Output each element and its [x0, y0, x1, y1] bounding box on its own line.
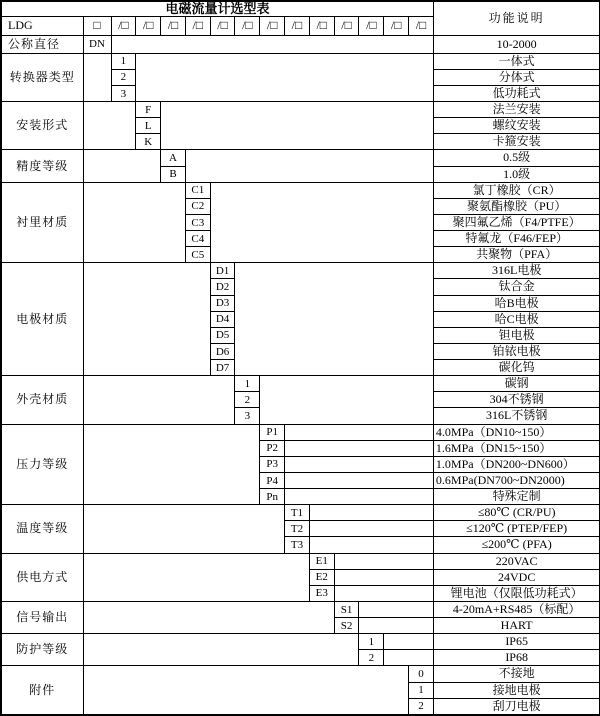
option-code: 2: [111, 69, 136, 85]
right-filler: [334, 553, 433, 569]
option-code: 3: [235, 408, 260, 424]
option-desc: 0.5级: [433, 150, 600, 166]
option-desc: 10-2000: [433, 35, 600, 53]
right-filler: [260, 376, 434, 424]
option-code: P4: [260, 472, 285, 488]
option-desc: ≤120℃ (PTEP/FEP): [433, 521, 600, 537]
option-row: [1, 505, 600, 521]
option-row: [1, 424, 600, 440]
option-desc: 接地电极: [433, 682, 600, 698]
category-code: DN: [83, 35, 111, 53]
left-filler: [83, 505, 285, 553]
option-code: T1: [285, 505, 310, 521]
option-desc: 碳化钨: [433, 360, 600, 376]
left-filler: [83, 634, 359, 666]
option-code: E3: [309, 585, 334, 601]
right-filler: [136, 53, 434, 101]
option-desc: 316L不锈钢: [433, 408, 600, 424]
category-label: 电极材质: [1, 263, 83, 376]
option-code: P1: [260, 424, 285, 440]
option-code: 1: [111, 53, 136, 69]
model-slot-box: /□: [111, 17, 136, 35]
option-desc: 刮刀电极: [433, 698, 600, 715]
right-filler: [161, 102, 434, 150]
option-code: S2: [334, 618, 359, 634]
option-desc: ≤80℃ (CR/PU): [433, 505, 600, 521]
option-desc: 4-20mA+RS485（标配）: [433, 601, 600, 617]
right-filler: [285, 489, 434, 505]
left-filler: [83, 53, 111, 101]
option-code: C4: [185, 231, 210, 247]
option-code: 2: [409, 698, 434, 715]
category-label: 温度等级: [1, 505, 83, 553]
option-desc: 1.0MPa（DN200~DN600）: [433, 456, 600, 472]
option-desc: 哈B电极: [433, 295, 600, 311]
model-slot-box: /□: [161, 17, 186, 35]
option-code: 1: [235, 376, 260, 392]
category-label: 压力等级: [1, 424, 83, 505]
option-code: C1: [185, 182, 210, 198]
option-code: A: [161, 150, 186, 166]
option-desc: 低功耗式: [433, 85, 600, 101]
right-filler: [309, 505, 433, 521]
option-desc: 螺纹安装: [433, 118, 600, 134]
right-filler: [285, 440, 434, 456]
option-row: [1, 666, 600, 682]
model-code-box: □: [83, 17, 111, 35]
left-filler: [83, 376, 235, 424]
option-code: E1: [309, 553, 334, 569]
option-desc: 不接地: [433, 666, 600, 682]
left-filler: [83, 263, 210, 376]
option-desc: 锂电池（仅限低功耗式）: [433, 585, 600, 601]
right-filler: [235, 263, 433, 376]
model-slot-box: /□: [235, 17, 260, 35]
category-label: 信号输出: [1, 601, 83, 633]
option-code: T3: [285, 537, 310, 553]
option-code: D4: [210, 311, 235, 327]
model-slot-box: /□: [136, 17, 161, 35]
option-code: E2: [309, 569, 334, 585]
option-desc: 4.0MPa（DN10~150）: [433, 424, 600, 440]
right-filler: [285, 424, 434, 440]
option-row: [1, 634, 600, 650]
option-desc: 特氟龙（F46/FEP）: [433, 231, 600, 247]
option-row: [1, 102, 600, 118]
right-filler: [384, 634, 434, 650]
model-slot-box: /□: [409, 17, 434, 35]
model-slot-box: /□: [334, 17, 359, 35]
option-code: 1: [359, 634, 384, 650]
right-filler: [359, 601, 433, 617]
left-filler: [83, 601, 334, 633]
left-filler: [83, 102, 136, 150]
option-row: [1, 182, 600, 198]
category-label: 附件: [1, 666, 83, 715]
option-row: [1, 553, 600, 569]
option-desc: 氯丁橡胶（CR）: [433, 182, 600, 198]
model-slot-box: /□: [285, 17, 310, 35]
category-label: 公称直径: [1, 35, 83, 53]
option-code: 1: [409, 682, 434, 698]
option-code: C2: [185, 198, 210, 214]
option-code: D6: [210, 343, 235, 359]
option-desc: 钽电极: [433, 327, 600, 343]
empty-filler: [111, 35, 433, 53]
option-desc: 220VAC: [433, 553, 600, 569]
right-filler: [384, 650, 434, 666]
right-filler: [359, 618, 433, 634]
option-code: P2: [260, 440, 285, 456]
option-desc: ≤200℃ (PFA): [433, 537, 600, 553]
option-desc: IP68: [433, 650, 600, 666]
category-label: 外壳材质: [1, 376, 83, 424]
option-code: 0: [409, 666, 434, 682]
option-desc: 碳钢: [433, 376, 600, 392]
option-desc: 法兰安装: [433, 102, 600, 118]
right-filler: [309, 521, 433, 537]
option-row: [1, 376, 600, 392]
category-label: 衬里材质: [1, 182, 83, 263]
option-desc: 304不锈钢: [433, 392, 600, 408]
model-slot-box: /□: [359, 17, 384, 35]
left-filler: [83, 553, 309, 601]
option-code: D7: [210, 360, 235, 376]
option-row: [1, 150, 600, 166]
option-code: D3: [210, 295, 235, 311]
right-filler: [309, 537, 433, 553]
category-label: 转换器类型: [1, 53, 83, 101]
option-code: 2: [359, 650, 384, 666]
option-code: K: [136, 134, 161, 150]
diameter-row: [1, 35, 600, 53]
option-row: [1, 263, 600, 279]
option-code: L: [136, 118, 161, 134]
option-desc: HART: [433, 618, 600, 634]
option-desc: 24VDC: [433, 569, 600, 585]
option-desc: 聚四氟乙烯（F4/PTFE）: [433, 214, 600, 230]
option-code: S1: [334, 601, 359, 617]
option-code: D5: [210, 327, 235, 343]
table-title: 电磁流量计选型表: [1, 1, 433, 17]
right-filler: [285, 472, 434, 488]
option-desc: 1.0级: [433, 166, 600, 182]
option-desc: 特殊定制: [433, 489, 600, 505]
right-filler: [334, 585, 433, 601]
model-slot-box: /□: [185, 17, 210, 35]
option-row: [1, 53, 600, 69]
option-code: 2: [235, 392, 260, 408]
option-desc: 铂铱电极: [433, 343, 600, 359]
model-prefix-label: LDG: [1, 17, 83, 35]
model-slot-box: /□: [260, 17, 285, 35]
right-filler: [334, 569, 433, 585]
title-row: [1, 1, 600, 17]
option-code: B: [161, 166, 186, 182]
left-filler: [83, 150, 161, 182]
left-filler: [83, 666, 409, 715]
category-label: 安装形式: [1, 102, 83, 150]
model-slot-box: /□: [210, 17, 235, 35]
right-filler: [210, 182, 433, 263]
option-desc: 1.6MPa（DN15~150）: [433, 440, 600, 456]
option-desc: 聚氨酯橡胶（PU）: [433, 198, 600, 214]
option-code: C5: [185, 247, 210, 263]
model-slot-box: /□: [309, 17, 334, 35]
model-slot-box: /□: [384, 17, 409, 35]
desc-column-header: 功能说明: [433, 1, 600, 35]
right-filler: [185, 150, 433, 182]
left-filler: [83, 424, 260, 505]
option-desc: 哈C电极: [433, 311, 600, 327]
option-code: 3: [111, 85, 136, 101]
option-code: P3: [260, 456, 285, 472]
option-code: D1: [210, 263, 235, 279]
option-code: F: [136, 102, 161, 118]
left-filler: [83, 182, 185, 263]
category-label: 精度等级: [1, 150, 83, 182]
option-code: C3: [185, 214, 210, 230]
option-desc: 卡箍安装: [433, 134, 600, 150]
option-desc: 共聚物（PFA）: [433, 247, 600, 263]
option-desc: 0.6MPa(DN700~DN2000): [433, 472, 600, 488]
option-code: D2: [210, 279, 235, 295]
option-desc: 分体式: [433, 69, 600, 85]
option-desc: 一体式: [433, 53, 600, 69]
option-code: T2: [285, 521, 310, 537]
category-label: 防护等级: [1, 634, 83, 666]
option-row: [1, 601, 600, 617]
option-desc: IP65: [433, 634, 600, 650]
category-label: 供电方式: [1, 553, 83, 601]
option-desc: 钛合金: [433, 279, 600, 295]
right-filler: [285, 456, 434, 472]
option-code: Pn: [260, 489, 285, 505]
option-desc: 316L电极: [433, 263, 600, 279]
